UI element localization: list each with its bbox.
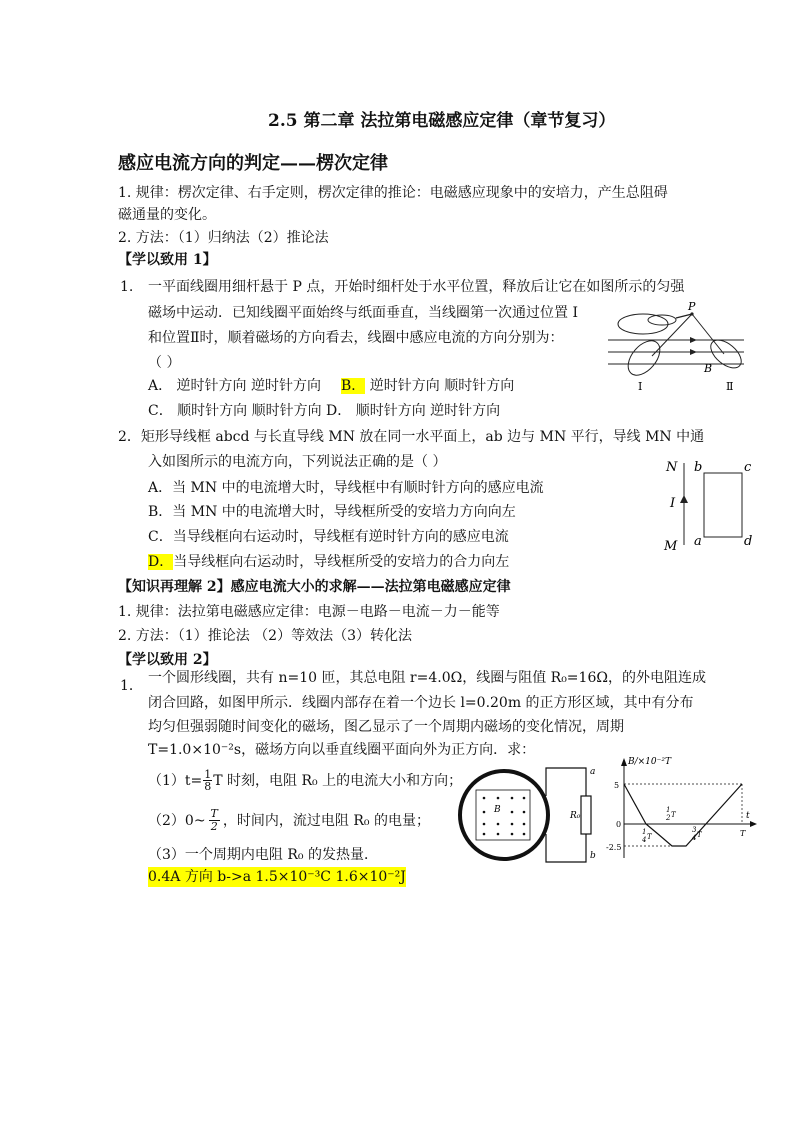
question-text: 磁场中运动．已知线圈平面始终与纸面垂直，当线圈第一次通过位置 I xyxy=(148,305,578,321)
x-tick-t: T xyxy=(740,829,746,838)
question-text: 均匀但强弱随时间变化的磁场，图乙显示了一个周期内磁场的变化情况，周期 xyxy=(148,719,624,735)
y-axis-label: B/×10⁻²T xyxy=(628,757,672,767)
rect-frame xyxy=(704,473,742,537)
label-c: c xyxy=(744,460,752,475)
fraction-denominator: 8 xyxy=(204,780,212,793)
label-i: I xyxy=(670,496,676,511)
rule-text-continued: 磁通量的变化。 xyxy=(118,207,216,223)
question-text: 2．矩形导线框 abcd 与长直导线 MN 放在同一水平面上，ab 边与 MN 平行，导线 MN 中通 xyxy=(118,429,705,445)
sub-question-1 xyxy=(148,769,462,792)
option-b xyxy=(341,376,514,396)
x-tick-half xyxy=(665,806,677,822)
y-tick-5: 5 xyxy=(614,781,620,790)
sub-question-3: （3）一个周期内电阻 R₀ 的发热量． xyxy=(148,847,378,863)
label-position-2: Ⅱ xyxy=(726,380,734,393)
wire-top xyxy=(546,768,586,796)
label-d: d xyxy=(744,534,753,549)
fraction-denominator: 4 xyxy=(642,836,647,844)
label-b: b xyxy=(694,460,703,475)
question-text: T=1.0×10⁻²s，磁场方向以垂直线圈平面向外为正方向．求： xyxy=(148,742,536,758)
pendulum-coil-figure xyxy=(608,300,748,396)
coil-inner xyxy=(648,315,676,325)
fraction-denominator: 2 xyxy=(666,814,671,822)
coil-position-1 xyxy=(622,335,666,381)
fraction-numerator: 1 xyxy=(666,806,671,814)
option-d-letter-highlight: D． xyxy=(148,554,174,570)
question-text: 入如图所示的电流方向，下列说法正确的是（ ） xyxy=(148,454,447,470)
y-tick-neg: -2.5 xyxy=(606,843,622,852)
option-a: A．当 MN 中的电流增大时，导线框中有顺时针方向的感应电流 xyxy=(148,480,544,496)
rule-text: 1. 规律：楞次定律、右手定则，楞次定律的推论：电磁感应现象中的安培力，产生总阻碍 xyxy=(118,185,668,201)
answer-parentheses: （ ） xyxy=(148,355,181,371)
section-heading-lenz: 感应电流方向的判定——楞次定律 xyxy=(118,153,388,174)
label-n: N xyxy=(666,460,678,475)
x-axis-arrow xyxy=(750,821,757,827)
label-position-1: I xyxy=(638,380,643,393)
wire-bottom xyxy=(546,834,586,862)
option-c: C．当导线框向右运动时，导线框有逆时针方向的感应电流 xyxy=(148,529,509,545)
sub-question-2 xyxy=(148,808,430,833)
y-tick-0: 0 xyxy=(616,820,622,829)
rod-right xyxy=(692,314,724,354)
section-heading-faraday: 【知识再理解 2】感应电流大小的求解——法拉第电磁感应定律 xyxy=(118,579,511,595)
rule-text: 1. 规律：法拉第电磁感应定律：电源－电路－电流－力－能等 xyxy=(118,604,500,620)
b-t-graph xyxy=(606,752,758,864)
question-number: 1． xyxy=(120,678,143,694)
wire-frame-figure xyxy=(658,455,758,555)
option-b-letter-highlight: B． xyxy=(341,378,366,394)
question-text: 闭合回路，如图甲所示．线圈内部存在着一个边长 l=0.20m 的正方形区域，其中有分布 xyxy=(148,695,694,711)
practice-label-1: 【学以致用 1】 xyxy=(118,252,217,268)
field-dots xyxy=(483,797,526,836)
question-number: 1. xyxy=(120,279,134,295)
answer-highlight: 0.4A 方向 b->a 1.5×10⁻³C 1.6×10⁻²J xyxy=(148,869,406,885)
question-text: 一个圆形线圈，共有 n=10 匝，其总电阻 r=4.0Ω，线圈与阻值 R₀=16Ω，的外电阻连成 xyxy=(148,670,706,686)
page-title: 2.5 第二章 法拉第电磁感应定律（章节复习） xyxy=(268,111,616,131)
option-d-text: 当导线框向右运动时，导线框所受的安培力的合力向左 xyxy=(173,554,510,570)
fraction-denominator: 4 xyxy=(692,834,697,842)
method-text: 2. 方法：（1）推论法 （2）等效法（3）转化法 xyxy=(118,628,412,644)
fraction-numerator: T xyxy=(210,807,218,820)
rod-left xyxy=(652,314,692,356)
resistor-r0 xyxy=(581,796,591,834)
coil-start xyxy=(618,314,668,334)
circular-coil xyxy=(460,771,548,859)
fraction-symbol: T xyxy=(697,831,702,839)
y-axis-arrow xyxy=(621,758,627,766)
method-text: 2. 方法：（1）归纳法（2）推论法 xyxy=(118,230,329,246)
sub-question-2-suffix: ，时间内，流过电阻 R₀ 的电量； xyxy=(222,812,430,829)
fraction-symbol: T xyxy=(671,811,676,819)
sub-question-1-prefix: （1）t= xyxy=(148,772,203,789)
option-b: B．当 MN 中的电流增大时，导线框所受的安培力方向向左 xyxy=(148,504,516,520)
label-m: M xyxy=(664,539,678,554)
label-a: a xyxy=(590,767,596,777)
fraction xyxy=(209,808,220,833)
x-axis-label: t xyxy=(746,811,750,821)
option-c-d: C． 顺时针方向 顺时针方向 D． 顺时针方向 逆时针方向 xyxy=(148,403,501,419)
current-arrow xyxy=(680,495,688,503)
question-text: 一平面线圈用细杆悬于 P 点，开始时细杆处于水平位置，释放后让它在如图所示的匀强 xyxy=(148,279,685,295)
sub-question-1-suffix: T 时刻，电阻 R₀ 上的电流大小和方向； xyxy=(213,772,463,789)
field-arrow xyxy=(690,349,697,355)
fraction-numerator: 1 xyxy=(204,768,212,781)
label-r0: R₀ xyxy=(570,811,581,821)
fraction-symbol: T xyxy=(647,833,652,841)
label-b-field: B xyxy=(494,805,501,815)
label-a: a xyxy=(694,534,702,549)
option-b-text: 逆时针方向 顺时针方向 xyxy=(365,378,515,394)
fraction-numerator: 1 xyxy=(642,828,647,836)
fraction-numerator: 3 xyxy=(692,826,697,834)
practice-label-2: 【学以致用 2】 xyxy=(118,652,217,668)
field-arrow xyxy=(690,337,697,343)
label-p: P xyxy=(688,300,696,313)
x-tick-quarter xyxy=(641,828,653,844)
fraction xyxy=(203,769,212,792)
question-text: 和位置Ⅱ时，顺着磁场的方向看去，线圈中感应电流的方向分别为： xyxy=(148,330,564,346)
sub-question-2-prefix: （2）0~ xyxy=(148,812,206,829)
label-b: B xyxy=(704,362,713,375)
option-d xyxy=(148,552,509,572)
option-a: A． 逆时针方向 逆时针方向 xyxy=(148,378,322,394)
label-b: b xyxy=(590,851,596,861)
fraction-denominator: 2 xyxy=(210,820,218,833)
circuit-figure xyxy=(458,760,606,870)
